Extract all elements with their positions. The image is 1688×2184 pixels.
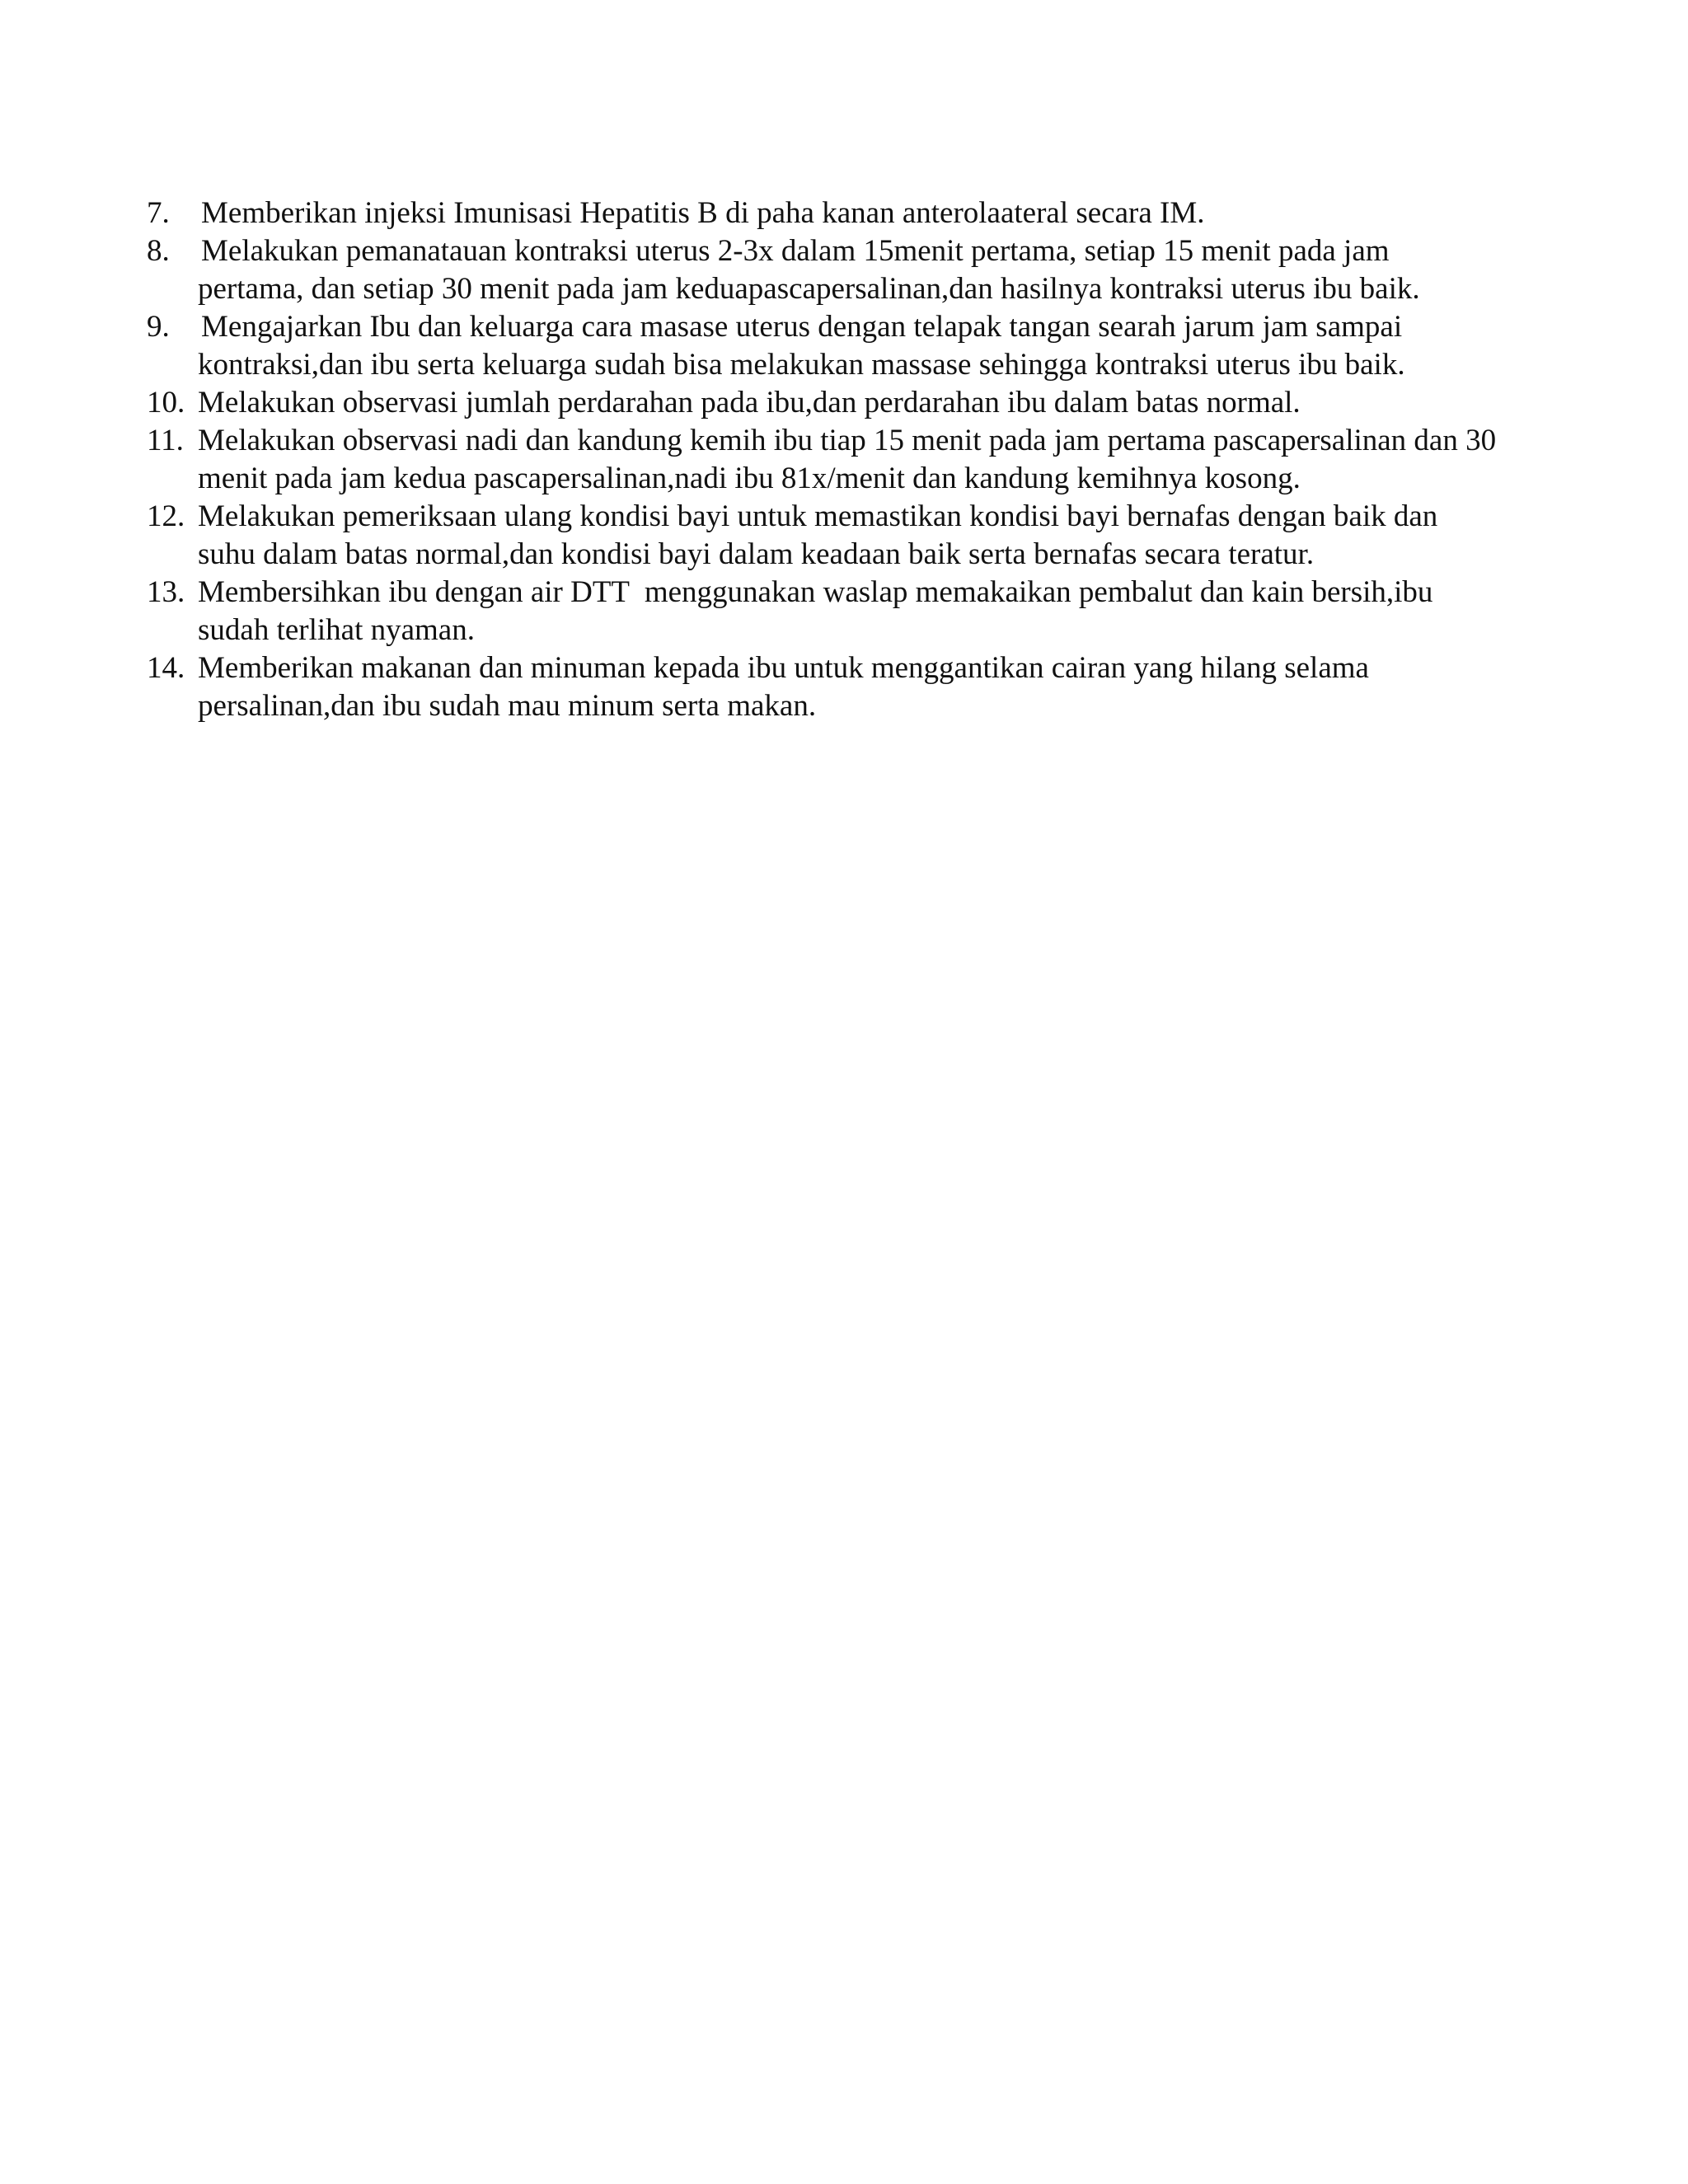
list-item-number: 8. — [147, 234, 170, 268]
list-item — [147, 422, 1504, 498]
list-item — [147, 194, 1498, 232]
list-item-number: 10. — [147, 386, 185, 419]
list-item-text: Memberikan injeksi Imunisasi Hepatitis B di paha kanan anterolaateral secara IM. — [201, 196, 1205, 230]
list-item-number: 13. — [147, 575, 185, 609]
numbered-list — [147, 194, 1504, 725]
list-item-number: 9. — [147, 310, 170, 344]
list-item — [147, 384, 1498, 422]
list-item-text: Memberikan makanan dan minuman kepada ibu untuk menggantikan cairan yang hilang selama persalinan,dan ibu sudah mau minum serta makan. — [198, 651, 1377, 723]
list-item-number: 12. — [147, 499, 185, 533]
list-item — [147, 232, 1498, 308]
list-item — [147, 649, 1498, 725]
list-item-text: Melakukan observasi nadi dan kandung kemih ibu tiap 15 menit pada jam pertama pascapersalinan dan 30 menit pada jam kedua pascapersalinan,nadi ibu 81x/menit dan kandung kemihnya kosong. — [198, 424, 1504, 495]
list-item-text: Melakukan pemanatauan kontraksi uterus 2-3x dalam 15menit pertama, setiap 15 menit pada jam pertama, dan setiap 30 menit pada jam keduapascapersalinan,dan hasilnya kontraksi uterus ibu baik. — [198, 234, 1420, 306]
list-item-number: 14. — [147, 651, 185, 685]
list-item — [147, 574, 1498, 649]
list-item — [147, 498, 1498, 574]
list-item-text: Membersihkan ibu dengan air DTT menggunakan waslap memakaikan pembalut dan kain bersih,ibu sudah terlihat nyaman. — [198, 575, 1441, 647]
list-item — [147, 308, 1498, 384]
list-item-number: 7. — [147, 196, 170, 230]
list-item-text: Mengajarkan Ibu dan keluarga cara masase uterus dengan telapak tangan searah jarum jam sampai kontraksi,dan ibu serta keluarga sudah bisa melakukan massase sehingga kontraksi uterus ibu baik. — [198, 310, 1410, 382]
list-item-number: 11. — [147, 424, 184, 457]
list-item-text: Melakukan observasi jumlah perdarahan pada ibu,dan perdarahan ibu dalam batas normal. — [198, 386, 1301, 419]
list-item-text: Melakukan pemeriksaan ulang kondisi bayi untuk memastikan kondisi bayi bernafas dengan baik dan suhu dalam batas normal,dan kondisi bayi dalam keadaan baik serta bernafas secara teratur. — [198, 499, 1446, 571]
